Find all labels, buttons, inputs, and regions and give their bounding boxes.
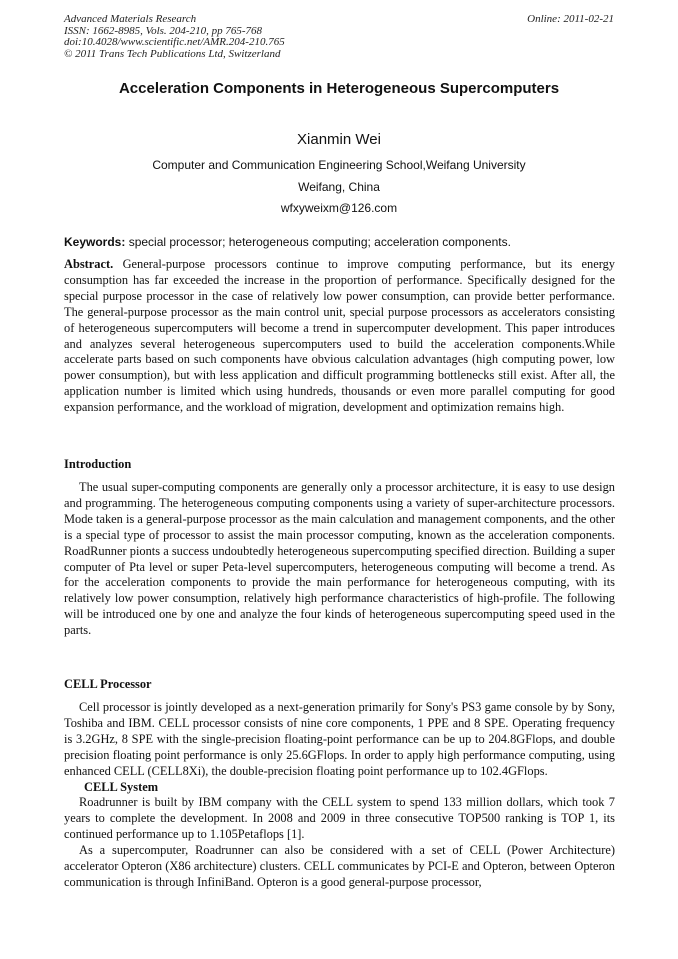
cell-processor-heading: CELL Processor xyxy=(64,677,152,691)
abstract-text: General-purpose processors continue to improve computing performance, but its energy consumption has far exceeded the increase in the proportion of performance. Specifically designed for the special purpose processor in the case of relatively low power consumption, can provide better performance. The general-purpose processor as the main control unit, special purpose processors as accelerators consisting of heterogeneous supercomputers will become a trend in supercomputer development. This paper introduces and analyzes several heterogeneous supercomputers used to build the acceleration components.While accelerate parts based on such components have obvious calculation advantages (high computing power, low power consumption), but with less application and difficult programming bottlenecks still exist. After all, the application number is limited which using hundreds, thousands or even more parallel computing for good expansion performance, and the workload of migration, development and optimization remains high. xyxy=(64,257,615,415)
journal-issn: ISSN: 1662-8985, Vols. 204-210, pp 765-768 xyxy=(64,24,262,37)
introduction-heading: Introduction xyxy=(64,457,132,471)
author-name: Xianmin Wei xyxy=(297,131,381,148)
author-affiliation: Computer and Communication Engineering School,Weifang University xyxy=(152,158,526,172)
journal-doi: doi:10.4028/www.scientific.net/AMR.204-210.765 xyxy=(64,36,285,48)
abstract-label: Abstract. xyxy=(64,257,114,271)
introduction-section xyxy=(64,480,615,639)
journal-copyright: © 2011 Trans Tech Publications Ltd, Switzerland xyxy=(64,47,281,60)
cell-paragraph-3: As a supercomputer, Roadrunner can also be considered with a set of CELL (Power Architecture) accelerator Opteron (X86 architecture) clusters. CELL communicates by PCI-E and Opteron, between Opteron communication is through InfiniBand. Opteron is a good general-purpose processor, xyxy=(64,843,615,889)
abstract xyxy=(64,257,615,416)
journal-name: Advanced Materials Research xyxy=(64,13,197,25)
keywords-label: Keywords: xyxy=(64,235,126,249)
paper-title: Acceleration Components in Heterogeneous Supercomputers xyxy=(118,80,560,97)
cell-system-subheading: CELL System xyxy=(84,779,159,794)
introduction-paragraph: The usual super-computing components are generally only a processor architecture, it is easy to use design and programming. The heterogeneous computing components using a variety of super-architecture processors. Mode taken is a general-purpose processor as the main calculation and management components, and the other is a special type of processor to assist the main processor computing, known as the acceleration components. RoadRunner pionts a success undoubtedly heterogeneous supercomputing specified direction. Building a super computer of Pta level or super Peta-level supercomputers, heterogeneous computing will become a trend. As for the acceleration components to provide the main performance for heterogeneous computing, with its relatively low power consumption, relatively high performance characteristics of high-profile. The following will be introduced one by one and analyze the four kinds of heterogeneous supercomputing speed used in the parts. xyxy=(64,480,615,638)
keywords-text: special processor; heterogeneous computing; acceleration components. xyxy=(125,235,511,249)
cell-paragraph-1: Cell processor is jointly developed as a next-generation primarily for Sony's PS3 game console by by Sony, Toshiba and IBM. CELL processor consists of nine core components, 1 PPE and 8 SPE. Operating frequency is 3.2GHz, 8 SPE with the single-precision floating-point performance can be up to 204.8GFlops, and double precision floating point performance is only 25.6GFlops. In order to apply high performance computing, using enhanced CELL (CELL8Xi), the double-precision floating point performance up to 102.4GFlops. xyxy=(64,700,615,778)
author-location: Weifang, China xyxy=(298,180,380,194)
cell-processor-section xyxy=(64,700,615,891)
author-email: wfxyweixm@126.com xyxy=(280,201,398,215)
online-date: Online: 2011-02-21 xyxy=(527,13,614,25)
cell-paragraph-2: Roadrunner is built by IBM company with the CELL system to spend 133 million dollars, which took 7 years to complete the development. In 2008 and 2009 in three consecutive TOP500 ranking is TOP 1, its continued performance up to 1.105Petaflops [1]. xyxy=(64,795,615,842)
keywords xyxy=(64,235,615,249)
journal-header xyxy=(64,14,285,60)
